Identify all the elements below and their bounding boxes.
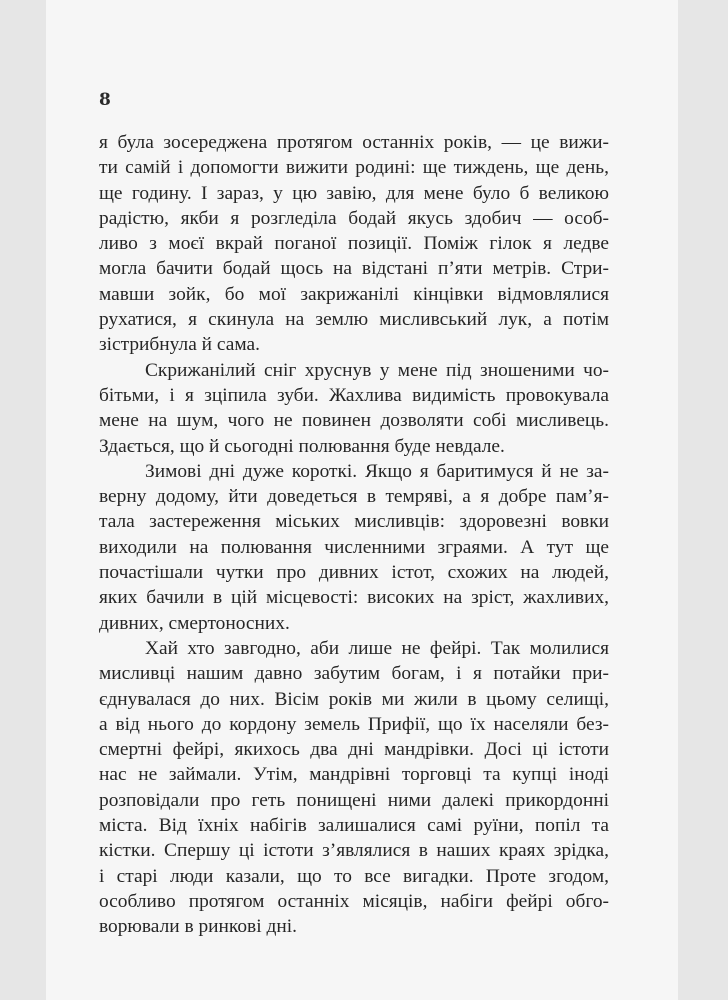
body-text (99, 130, 609, 940)
text-line: бітьми, і я зціпила зуби. Жахлива видимість провокувала (99, 384, 609, 406)
text-line: рухатися, я скинула на землю мисливський лук, а потім (99, 309, 609, 331)
page-number: 8 (99, 90, 111, 110)
text-line: розповідали про геть понищені ними далекі прикордонні (99, 789, 609, 811)
text-line: а від нього до кордону земель Прифії, що їх населяли без- (99, 713, 609, 735)
text-line: зістрибнула й сама. (99, 334, 260, 356)
text-line: нас не займали. Утім, мандрівні торговці та купці іноді (99, 764, 609, 786)
text-line: я була зосереджена протягом останніх років, — це вижи- (99, 132, 609, 153)
text-line: Здається, що й сьогодні полювання буде невдале. (99, 435, 505, 457)
text-line: мисливці нашим давно забутим богам, і я потайки при- (99, 663, 609, 685)
paragraph (99, 459, 609, 636)
text-line: почастішали чутки про дивних істот, схожих на людей, (99, 562, 609, 584)
paragraph (99, 636, 609, 940)
text-line: виходили на полювання численними зграями. А тут ще (99, 536, 609, 558)
text-line: смертні фейрі, якихось два дні мандрівки. Досі ці істоти (99, 739, 609, 761)
paragraph (99, 130, 609, 358)
text-line: ворювали в ринкові дні. (99, 916, 297, 938)
text-line: єднувалася до них. Вісім років ми жили в цьому селищі, (99, 688, 609, 710)
text-line: мавши зойк, бо мої закрижанілі кінцівки відмовлялися (99, 283, 609, 305)
text-line: Скрижанілий сніг хруснув у мене під зношеними чо- (145, 359, 609, 381)
text-line: міста. Від їхніх набігів залишалися самі руїни, попіл та (99, 815, 609, 837)
text-line: ливо з моєї вкрай поганої позиції. Поміж гілок я ледве (99, 233, 609, 255)
text-line: дивних, смертоносних. (99, 612, 290, 634)
text-line: кістки. Спершу ці істоти з’являлися в наших краях зрідка, (99, 840, 609, 862)
text-line: Зимові дні дуже короткі. Якщо я баритимуся й не за- (145, 460, 609, 482)
text-line: тала застереження міських мисливців: здоровезні вовки (99, 511, 609, 533)
text-line: ти самій і допомогти вижити родині: ще тиждень, ще день, (99, 157, 609, 179)
text-line: радістю, якби я розгледіла бодай якусь здобич — особ- (99, 207, 609, 229)
text-line: особливо протягом останніх місяців, набіги фейрі обго- (99, 890, 609, 912)
text-line: ще годину. І зараз, у цю завію, для мене було б великою (99, 182, 609, 204)
paragraph (99, 358, 609, 459)
text-line: яких бачили в цій місцевості: високих на зріст, жахливих, (99, 587, 609, 609)
text-line: могла бачити бодай щось на відстані п’яти метрів. Стри- (99, 258, 609, 280)
text-line: мене на шум, чого не повинен дозволяти собі мисливець. (99, 410, 609, 432)
text-line: Хай хто завгодно, аби лише не фейрі. Так молилися (145, 637, 609, 659)
text-line: і старі люди казали, що то все вигадки. Проте згодом, (99, 865, 609, 887)
text-line: верну додому, йти доведеться в темряві, а я добре пам’я- (99, 486, 609, 508)
